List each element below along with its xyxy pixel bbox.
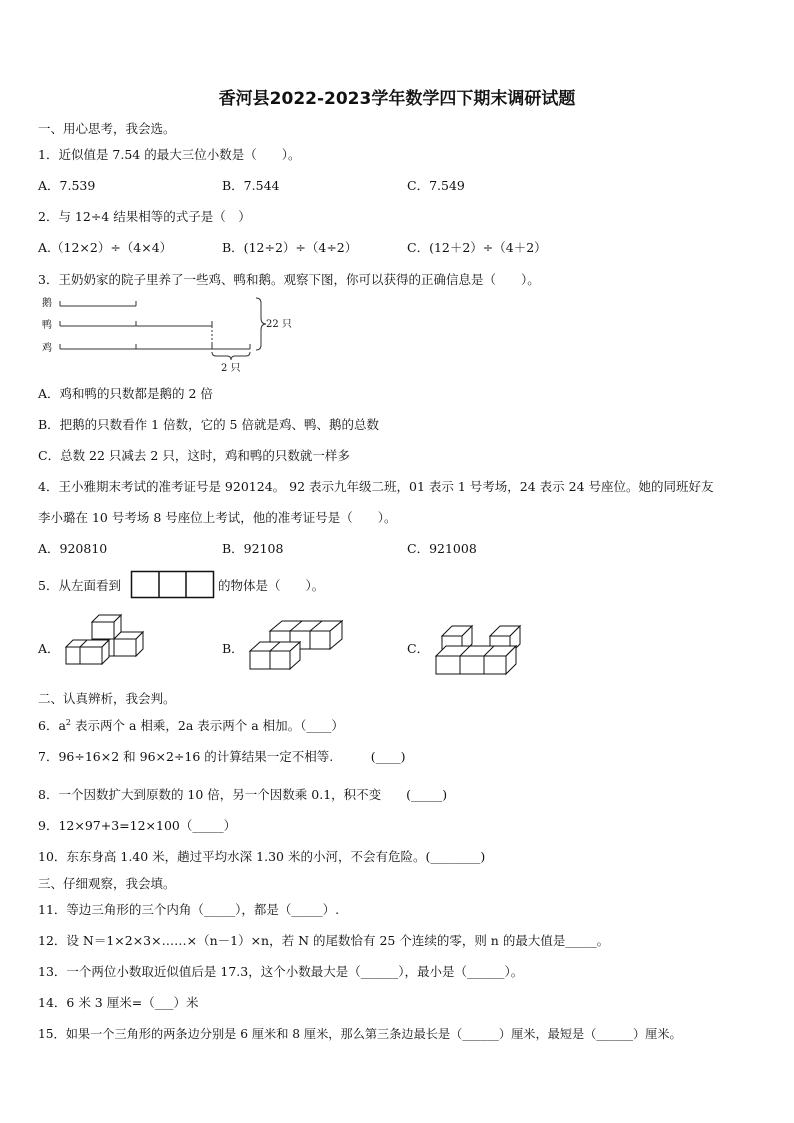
question-14: 14．6 米 3 厘米=（___）米 <box>38 995 199 1010</box>
section-heading-fill: 三、仔细观察，我会填。 <box>38 876 176 891</box>
q1-option-c[interactable]: C．7.549 <box>407 178 465 193</box>
label-duck: 鸭 <box>42 320 52 331</box>
page-title: 香河县2022-2023学年数学四下期末调研试题 <box>218 89 576 109</box>
question-9: 9．12×97+3=12×100（_____） <box>38 818 237 833</box>
cube-figure-b[interactable] <box>248 619 350 673</box>
q1-option-b[interactable]: B．7.544 <box>222 178 280 193</box>
label-goose: 鹅 <box>42 298 52 309</box>
difference-label: 2 只 <box>221 363 241 374</box>
q2-option-c[interactable]: C．(12＋2）÷（4＋2） <box>407 240 547 255</box>
label-chicken: 鸡 <box>42 343 52 354</box>
question-8: 8．一个因数扩大到原数的 10 倍，另一个因数乘 0.1，积不变 (_____) <box>38 787 448 802</box>
cube-figure-a[interactable] <box>62 614 148 666</box>
section-heading-judge: 二、认真辨析，我会判。 <box>38 691 176 706</box>
question-1: 1．近似值是 7.54 的最大三位小数是（ ）。 <box>38 147 301 162</box>
q3-option-a[interactable]: A．鸡和鸭的只数都是鹅的 2 倍 <box>38 386 213 401</box>
question-7: 7．96÷16×2 和 96×2÷16 的计算结果一定不相等. (____) <box>38 749 406 764</box>
q5-option-c-label[interactable]: C． <box>407 641 430 656</box>
question-4-line-1: 4．王小雅期末考试的准考证号是 920124。 92 表示九年级二班，01 表示 1 号考场，24 表示 24 号座位。她的同班好友 <box>38 479 714 494</box>
q1-option-a[interactable]: A．7.539 <box>38 178 96 193</box>
question-15: 15．如果一个三角形的两条边分别是 6 厘米和 8 厘米，那么第三条边最长是（______）厘米，最短是（______）厘米。 <box>38 1027 682 1041</box>
q2-option-a[interactable]: A.（12×2）÷（4×4） <box>38 240 173 255</box>
left-view-three-squares <box>131 571 215 599</box>
section-heading-choice: 一、用心思考，我会选。 <box>38 121 176 136</box>
question-12: 12．设 N＝1×2×3×……×（n－1）×n，若 N 的尾数恰有 25 个连续的零，则 n 的最大值是_____。 <box>38 933 610 948</box>
q5-option-a-label[interactable]: A． <box>38 641 60 656</box>
question-13: 13．一个两位小数取近似值后是 17.3，这个小数最大是（______），最小是（______）。 <box>38 964 524 979</box>
q3-option-c[interactable]: C．总数 22 只减去 2 只，这时，鸡和鸭的只数就一样多 <box>38 448 350 463</box>
question-10: 10．东东身高 1.40 米，趟过平均水深 1.30 米的小河，不会有危险。(________) <box>38 849 486 864</box>
q5-option-b-label[interactable]: B． <box>222 641 244 656</box>
q3-option-b[interactable]: B．把鹅的只数看作 1 倍数，它的 5 倍就是鸡、鸭、鹅的总数 <box>38 417 379 432</box>
question-5-prefix: 5．从左面看到 <box>38 578 121 593</box>
cube-figure-c[interactable] <box>434 624 526 678</box>
question-6: 6．$a^2$ 表示两个 a 相乘，2a 表示两个 a 相加。（____） <box>38 717 344 733</box>
question-3: 3．王奶奶家的院子里养了一些鸡、鸭和鹅。观察下图，你可以获得的正确信息是（ ）。 <box>38 272 540 287</box>
total-label: 22 只 <box>266 319 292 330</box>
question-2: 2．与 12÷4 结果相等的式子是（ ） <box>38 209 251 224</box>
q4-option-b[interactable]: B．92108 <box>222 541 284 556</box>
q4-option-c[interactable]: C．921008 <box>407 541 477 556</box>
question-4-line-2: 李小璐在 10 号考场 8 号座位上考试，他的准考证号是（ ）。 <box>38 510 397 525</box>
q4-option-a[interactable]: A．920810 <box>38 541 108 556</box>
question-5-suffix: 的物体是（ ）。 <box>218 578 325 593</box>
q2-option-b[interactable]: B．(12÷2）÷（4÷2） <box>222 240 358 255</box>
question-11: 11．等边三角形的三个内角（_____），都是（_____）. <box>38 902 340 917</box>
